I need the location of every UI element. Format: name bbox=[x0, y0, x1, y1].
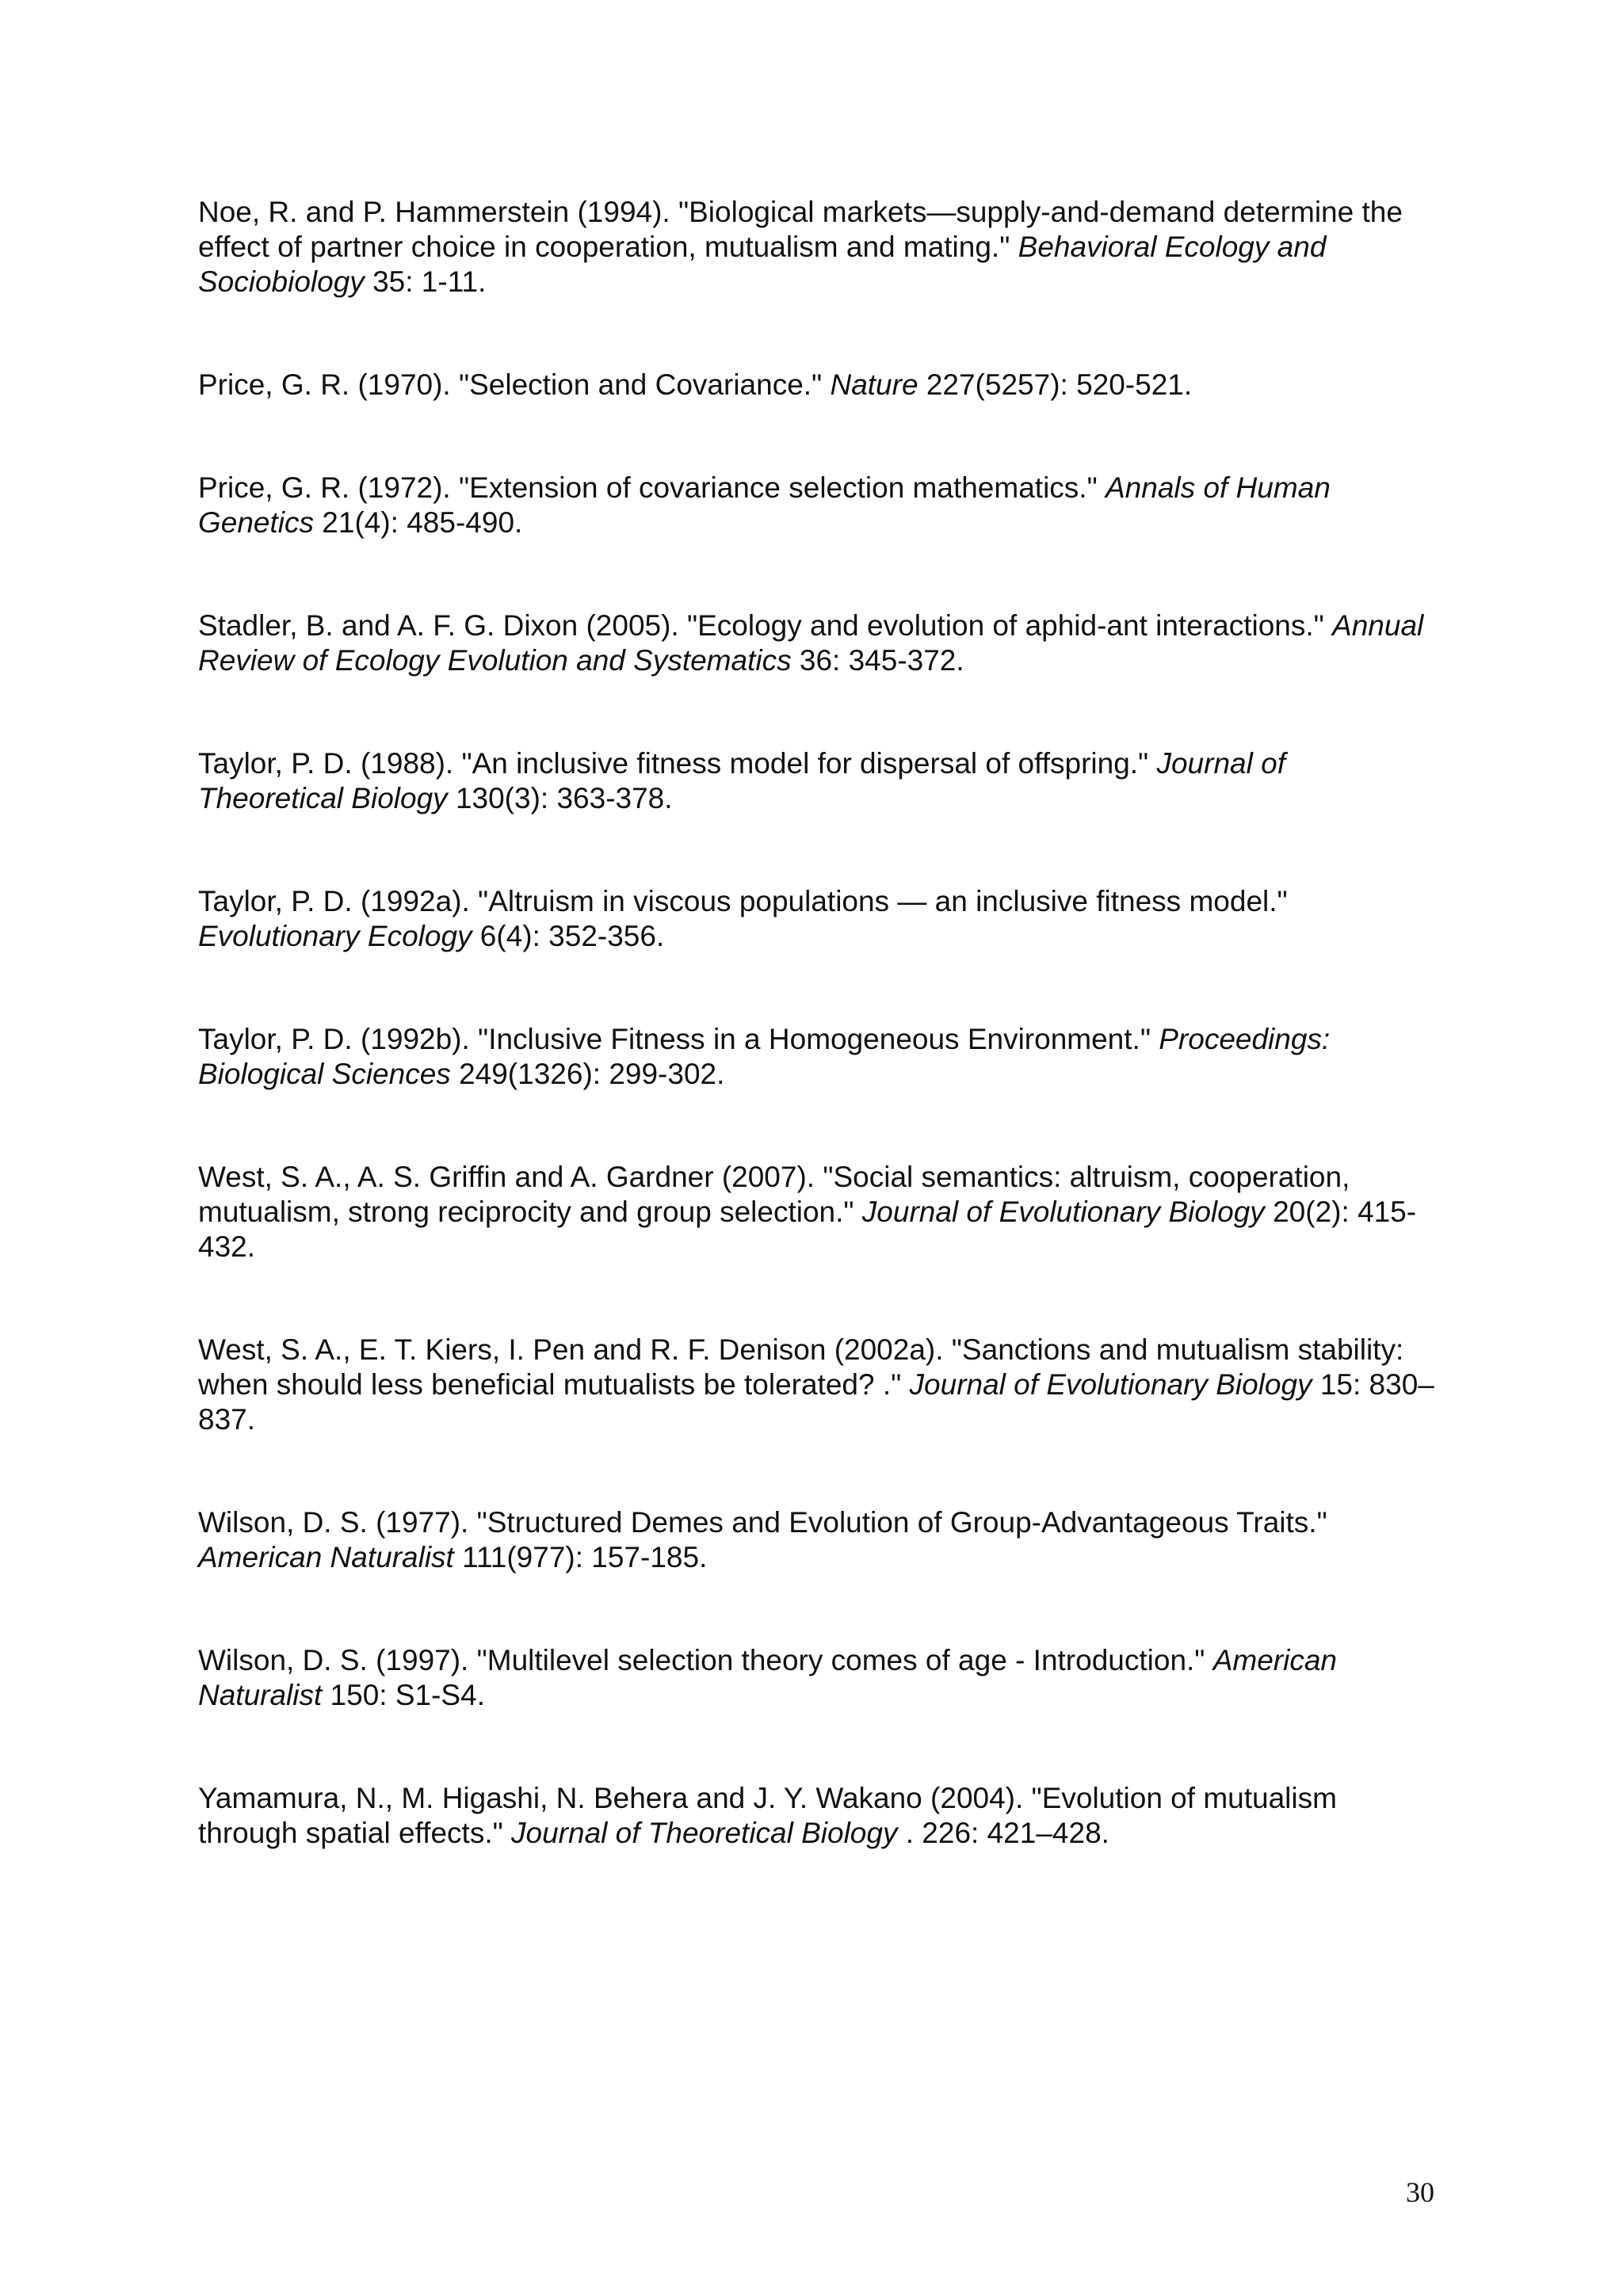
reference-journal: Annals of Human Genetics bbox=[198, 471, 1331, 539]
reference-text: Noe, R. and P. Hammerstein (1994). "Biological markets—supply-and-demand determine the effect of partner choice in cooperation, mutualism and mating." bbox=[198, 196, 1403, 263]
page-number: 30 bbox=[1406, 2176, 1434, 2208]
reference-volume-pages: . 226: 421–428. bbox=[897, 1817, 1109, 1849]
reference-entry bbox=[198, 1333, 1434, 1437]
reference-entry bbox=[198, 195, 1434, 299]
reference-volume-pages: 36: 345-372. bbox=[791, 644, 964, 677]
reference-text: Yamamura, N., M. Higashi, N. Behera and J. Y. Wakano (2004). "Evolution of mutualism through spatial effects." bbox=[198, 1782, 1337, 1849]
reference-entry bbox=[198, 884, 1434, 954]
reference-entry bbox=[198, 1505, 1434, 1575]
reference-text: Price, G. R. (1972). "Extension of covariance selection mathematics." bbox=[198, 471, 1106, 504]
reference-text: Price, G. R. (1970). "Selection and Covariance." bbox=[198, 368, 831, 401]
reference-text: Wilson, D. S. (1977). "Structured Demes and Evolution of Group-Advantageous Traits." bbox=[198, 1506, 1327, 1539]
reference-journal: Journal of Evolutionary Biology bbox=[909, 1368, 1312, 1401]
reference-entry bbox=[198, 1643, 1434, 1713]
reference-entry bbox=[198, 1022, 1434, 1092]
reference-journal: Proceedings: Biological Sciences bbox=[198, 1023, 1331, 1090]
reference-entry bbox=[198, 746, 1434, 816]
reference-text: Wilson, D. S. (1997). "Multilevel selection theory comes of age - Introduction." bbox=[198, 1644, 1213, 1676]
reference-journal: Journal of Theoretical Biology bbox=[511, 1817, 898, 1849]
reference-volume-pages: 21(4): 485-490. bbox=[314, 506, 523, 539]
reference-volume-pages: 111(977): 157-185. bbox=[453, 1541, 708, 1573]
reference-text: West, S. A., A. S. Griffin and A. Gardner (2007). "Social semantics: altruism, cooperation, mutualism, strong reciprocity and group selection." bbox=[198, 1161, 1350, 1228]
reference-journal: American Naturalist bbox=[198, 1644, 1337, 1711]
reference-text: Stadler, B. and A. F. G. Dixon (2005). "Ecology and evolution of aphid-ant interactions." bbox=[198, 609, 1333, 642]
reference-entry bbox=[198, 471, 1434, 540]
reference-entry bbox=[198, 1160, 1434, 1264]
reference-text: Taylor, P. D. (1988). "An inclusive fitness model for dispersal of offspring." bbox=[198, 747, 1157, 780]
reference-entry bbox=[198, 608, 1434, 678]
reference-journal: Nature bbox=[830, 368, 918, 401]
reference-volume-pages: 6(4): 352-356. bbox=[472, 920, 665, 952]
reference-journal: Journal of Evolutionary Biology bbox=[861, 1196, 1265, 1228]
reference-volume-pages: 130(3): 363-378. bbox=[447, 782, 673, 814]
reference-journal: Behavioral Ecology and Sociobiology bbox=[198, 231, 1327, 298]
reference-text: Taylor, P. D. (1992b). "Inclusive Fitness in a Homogeneous Environment." bbox=[198, 1023, 1159, 1055]
reference-volume-pages: 150: S1-S4. bbox=[322, 1679, 485, 1711]
reference-text: West, S. A., E. T. Kiers, I. Pen and R. F. Denison (2002a). "Sanctions and mutualism stability: when should less beneficial mutualists be tolerated? ." bbox=[198, 1333, 1404, 1401]
reference-volume-pages: 249(1326): 299-302. bbox=[450, 1058, 725, 1090]
reference-journal: American Naturalist bbox=[198, 1541, 454, 1573]
reference-list bbox=[198, 195, 1434, 1919]
reference-entry bbox=[198, 368, 1434, 402]
reference-volume-pages: 15: 830–837. bbox=[198, 1368, 1434, 1436]
reference-volume-pages: 20(2): 415-432. bbox=[198, 1196, 1417, 1263]
reference-journal: Annual Review of Ecology Evolution and Systematics bbox=[198, 609, 1424, 677]
reference-volume-pages: 35: 1-11. bbox=[364, 265, 487, 298]
reference-volume-pages: 227(5257): 520-521. bbox=[918, 368, 1193, 401]
reference-entry bbox=[198, 1781, 1434, 1851]
reference-journal: Evolutionary Ecology bbox=[198, 920, 472, 952]
reference-journal: Journal of Theoretical Biology bbox=[198, 747, 1285, 814]
reference-text: Taylor, P. D. (1992a). "Altruism in viscous populations — an inclusive fitness model." bbox=[198, 885, 1288, 917]
